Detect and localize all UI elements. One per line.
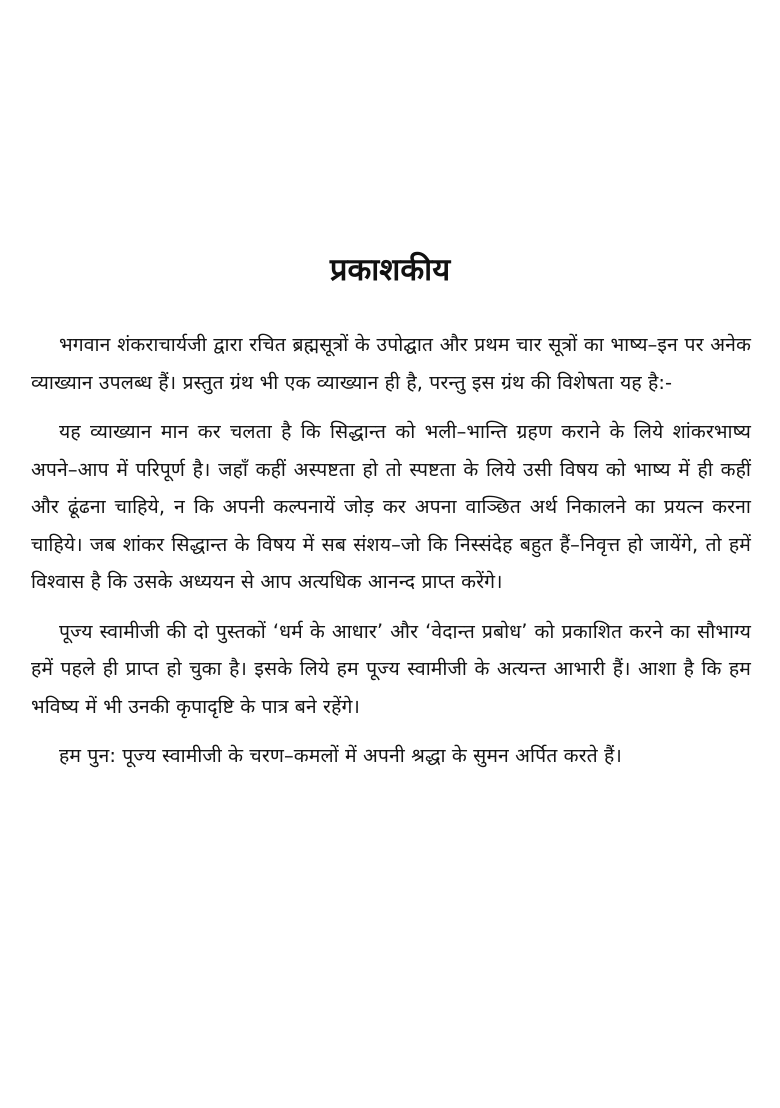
body-text bbox=[31, 326, 751, 775]
paragraph-intro: भगवान शंकराचार्यजी द्वारा रचित ब्रह्मसूत्रों के उपोद्घात और प्रथम चार सूत्रों का भाष्य–इन पर अनेक व्याख्यान उपलब्ध हैं। प्रस्तुत ग्रंथ भी एक व्याख्यान ही है, परन्तु इस ग्रंथ की विशेषता यह है:- bbox=[31, 333, 751, 394]
paragraph-commentary-principle: यह व्याख्यान मान कर चलता है कि सिद्धान्त को भली–भान्ति ग्रहण कराने के लिये शांकरभाष्य अपने–आप में परिपूर्ण है। जहाँ कहीं अस्पष्टता हो तो स्पष्टता के लिये उसी विषय को भाष्य में ही कहीं और ढूंढना चाहिये, न कि अपनी कल्पनायें जोड़ कर अपना वाञ्छित अर्थ निकालने का प्रयत्न करना चाहिये। जब शांकर सिद्धान्त के विषय में सब संशय–जो कि निस्संदेह बहुत हैं–निवृत्त हो जायेंगे, तो हमें विश्वास है कि उसके अध्ययन से आप अत्यधिक आनन्द प्राप्त करेंगे। bbox=[31, 420, 751, 593]
paragraph-dedication: हम पुन: पूज्य स्वामीजी के चरण–कमलों में अपनी श्रद्धा के सुमन अर्पित करते हैं। bbox=[59, 744, 622, 767]
page-title: प्रकाशकीय bbox=[329, 252, 451, 288]
paragraph-gratitude: पूज्य स्वामीजी की दो पुस्तकों ‘धर्म के आधार’ और ‘वेदान्त प्रबोध’ को प्रकाशित करने का सौभाग्य हमें पहले ही प्राप्त हो चुका है। इसके लिये हम पूज्य स्वामीजी के अत्यन्त आभारी हैं। आशा है कि हम भविष्य में भी उनकी कृपादृष्टि के पात्र बने रहेंगे। bbox=[31, 619, 751, 718]
